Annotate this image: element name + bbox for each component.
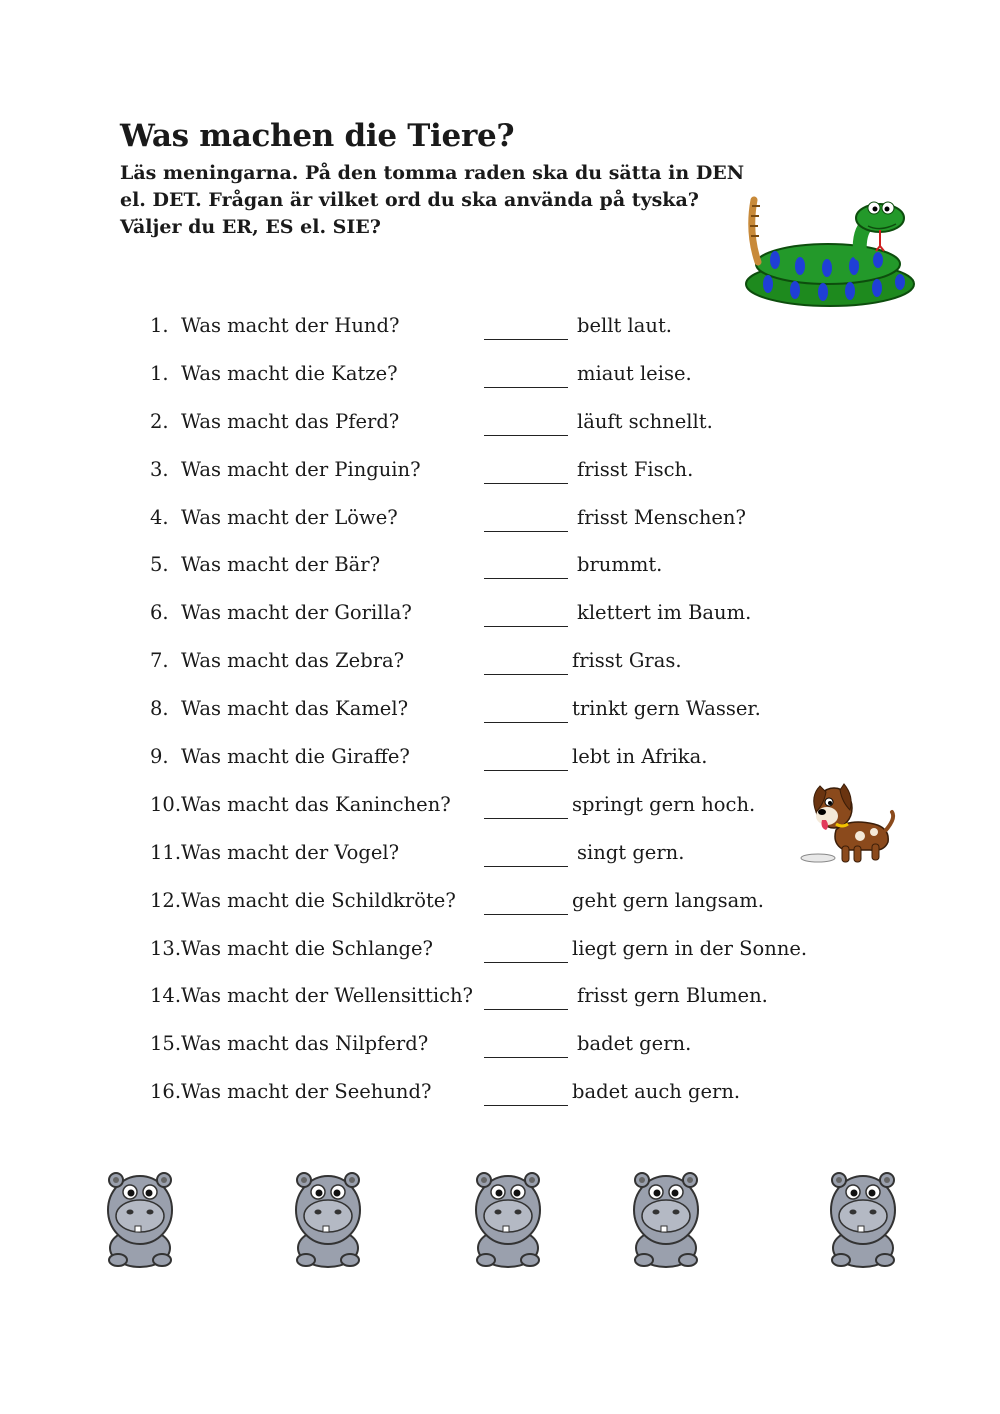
answer-ending: miaut leise. [577,361,692,385]
question-number: 1. [150,361,169,385]
answer-ending: brummt. [577,553,663,577]
question-number: 14. [150,984,182,1008]
question-row [150,984,850,1032]
question-row [150,841,850,889]
question-number: 1. [150,314,169,337]
answer-blank[interactable] [484,745,568,771]
answer-blank[interactable] [484,458,568,484]
question-text: Was macht der Seehund? [181,1080,432,1104]
question-number: 6. [150,601,169,625]
question-number: 10. [150,792,182,816]
answer-blank[interactable] [484,410,568,436]
answer-ending: badet gern. [577,1032,692,1056]
instructions-line: el. DET. Frågan är vilket ord du ska använda på tyska? [120,189,699,211]
question-text: Was macht das Kamel? [181,697,409,721]
question-row [150,458,850,506]
question-row [150,1080,850,1128]
question-text: Was macht der Löwe? [181,505,398,529]
question-row [150,410,850,458]
answer-blank[interactable] [484,889,568,915]
instructions-line: Väljer du ER, ES el. SIE? [120,216,381,238]
snake-icon [740,192,915,310]
answer-blank[interactable] [484,506,568,532]
question-number: 4. [150,505,169,529]
answer-blank[interactable] [484,1080,568,1106]
question-row [150,889,850,937]
question-row [150,745,850,793]
question-row [150,506,850,554]
answer-blank[interactable] [484,984,568,1010]
answer-blank[interactable] [484,1032,568,1058]
question-row [150,649,850,697]
answer-ending: badet auch gern. [572,1080,741,1104]
question-text: Was macht der Pinguin? [181,457,421,481]
question-text: Was macht der Hund? [181,314,400,337]
answer-ending: singt gern. [577,840,685,864]
answer-ending: lebt in Afrika. [572,745,708,769]
question-number: 9. [150,745,169,769]
question-text: Was macht die Katze? [181,361,398,385]
hippo-icon [102,1170,178,1268]
question-text: Was macht die Giraffe? [181,745,410,769]
question-text: Was macht das Pferd? [181,409,400,433]
question-number: 11. [150,840,182,864]
answer-blank[interactable] [484,601,568,627]
question-text: Was macht das Nilpferd? [181,1032,429,1056]
answer-blank[interactable] [484,649,568,675]
instructions-line: Läs meningarna. På den tomma raden ska du sätta in DEN [120,162,745,184]
answer-blank[interactable] [484,793,568,819]
answer-ending: klettert im Baum. [577,601,752,625]
answer-ending: frisst Gras. [572,649,682,673]
question-text: Was macht der Gorilla? [181,601,412,625]
question-row [150,314,850,362]
answer-ending: liegt gern in der Sonne. [572,936,808,960]
question-row [150,553,850,601]
answer-ending: springt gern hoch. [572,792,756,816]
question-row [150,362,850,410]
question-text: Was macht der Vogel? [181,840,400,864]
hippo-icon [825,1170,901,1268]
question-number: 16. [150,1080,182,1104]
page-title: Was machen die Tiere? [120,118,515,154]
answer-ending: bellt laut. [577,314,672,337]
answer-blank[interactable] [484,553,568,579]
answer-blank[interactable] [484,937,568,963]
answer-ending: trinkt gern Wasser. [572,697,761,721]
question-number: 12. [150,888,182,912]
question-text: Was macht die Schlange? [181,936,434,960]
question-row [150,937,850,985]
question-number: 8. [150,697,169,721]
hippo-icon [290,1170,366,1268]
question-text: Was macht das Zebra? [181,649,405,673]
answer-blank[interactable] [484,841,568,867]
dog-icon [800,778,896,866]
question-text: Was macht der Wellensittich? [181,984,474,1008]
question-row [150,697,850,745]
question-list [150,314,850,1128]
answer-ending: geht gern langsam. [572,888,764,912]
answer-blank[interactable] [484,697,568,723]
question-number: 7. [150,649,169,673]
question-text: Was macht der Bär? [181,553,381,577]
question-row [150,793,850,841]
question-row [150,601,850,649]
hippo-icon [628,1170,704,1268]
answer-ending: frisst Menschen? [577,505,746,529]
question-number: 5. [150,553,169,577]
question-number: 2. [150,409,169,433]
instructions [120,160,745,241]
hippo-icon [470,1170,546,1268]
question-number: 3. [150,457,169,481]
question-number: 13. [150,936,182,960]
question-number: 15. [150,1032,182,1056]
question-text: Was macht die Schildkröte? [181,888,456,912]
question-row [150,1032,850,1080]
answer-blank[interactable] [484,314,568,340]
answer-ending: frisst Fisch. [577,457,694,481]
answer-blank[interactable] [484,362,568,388]
answer-ending: läuft schnellt. [577,409,713,433]
answer-ending: frisst gern Blumen. [577,984,768,1008]
question-text: Was macht das Kaninchen? [181,792,451,816]
